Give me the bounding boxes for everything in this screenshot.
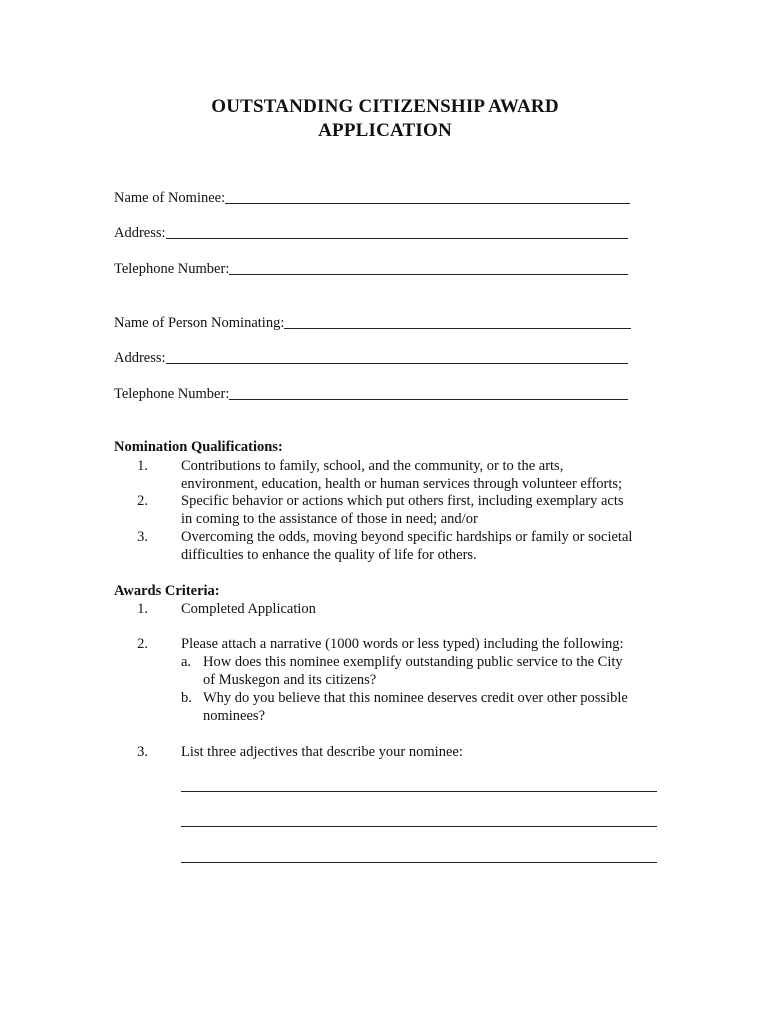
adjective-3-line[interactable] — [181, 862, 657, 863]
qualification-1-line-1: Contributions to family, school, and the community, or to the arts, — [181, 458, 564, 474]
nominator-address-line[interactable] — [166, 363, 628, 364]
adjective-2-line[interactable] — [181, 826, 657, 827]
nominator-phone-label: Telephone Number: — [114, 386, 230, 402]
nominee-name-field[interactable] — [114, 188, 630, 208]
qualifications-heading: Nomination Qualifications: — [114, 439, 283, 455]
criteria-2-text: Please attach a narrative (1000 words or less typed) including the following: — [181, 636, 624, 652]
nominee-address-line[interactable] — [166, 238, 628, 239]
qualification-1-line-2: environment, education, health or human services through volunteer efforts; — [181, 476, 623, 492]
nominee-phone-line[interactable] — [229, 274, 628, 275]
qualification-2-line-2: in coming to the assistance of those in need; and/or — [181, 511, 478, 527]
qualification-1-number: 1. — [137, 458, 148, 474]
nominator-phone-line[interactable] — [229, 399, 628, 400]
criteria-2b-letter: b. — [181, 690, 192, 706]
criteria-2a-letter: a. — [181, 654, 192, 670]
nominator-name-label: Name of Person Nominating: — [114, 315, 285, 331]
criteria-2-number: 2. — [137, 636, 148, 652]
qualification-2-line-1: Specific behavior or actions which put others first, including exemplary acts — [181, 493, 624, 509]
nominator-phone-field[interactable] — [114, 384, 628, 404]
criteria-2b-line-2: nominees? — [203, 708, 266, 724]
criteria-1-text: Completed Application — [181, 601, 316, 617]
qualification-3-line-2: difficulties to enhance the quality of life for others. — [181, 547, 477, 563]
nominator-name-field[interactable] — [114, 313, 631, 333]
criteria-2a-line-1: How does this nominee exemplify outstanding public service to the City — [203, 654, 623, 670]
qualification-2-number: 2. — [137, 493, 148, 509]
nominator-name-line[interactable] — [284, 328, 631, 329]
nominee-phone-label: Telephone Number: — [114, 261, 230, 277]
nominee-name-label: Name of Nominee: — [114, 190, 226, 206]
criteria-heading: Awards Criteria: — [114, 583, 220, 599]
criteria-2b-line-1: Why do you believe that this nominee deserves credit over other possible — [203, 690, 628, 706]
nominee-phone-field[interactable] — [114, 259, 628, 279]
adjective-1-line[interactable] — [181, 791, 657, 792]
qualification-3-number: 3. — [137, 529, 148, 545]
criteria-3-text: List three adjectives that describe your nominee: — [181, 744, 463, 760]
criteria-1-number: 1. — [137, 601, 148, 617]
qualification-3-line-1: Overcoming the odds, moving beyond specific hardships or family or societal — [181, 529, 633, 545]
criteria-2a-line-2: of Muskegon and its citizens? — [203, 672, 377, 688]
nominee-address-label: Address: — [114, 225, 166, 241]
nominee-name-line[interactable] — [225, 203, 630, 204]
criteria-3-number: 3. — [137, 744, 148, 760]
form-title-line-1: OUTSTANDING CITIZENSHIP AWARD — [211, 96, 559, 117]
nominator-address-field[interactable] — [114, 348, 628, 368]
nominee-address-field[interactable] — [114, 223, 628, 243]
nominator-address-label: Address: — [114, 350, 166, 366]
form-title-line-2: APPLICATION — [318, 120, 452, 141]
